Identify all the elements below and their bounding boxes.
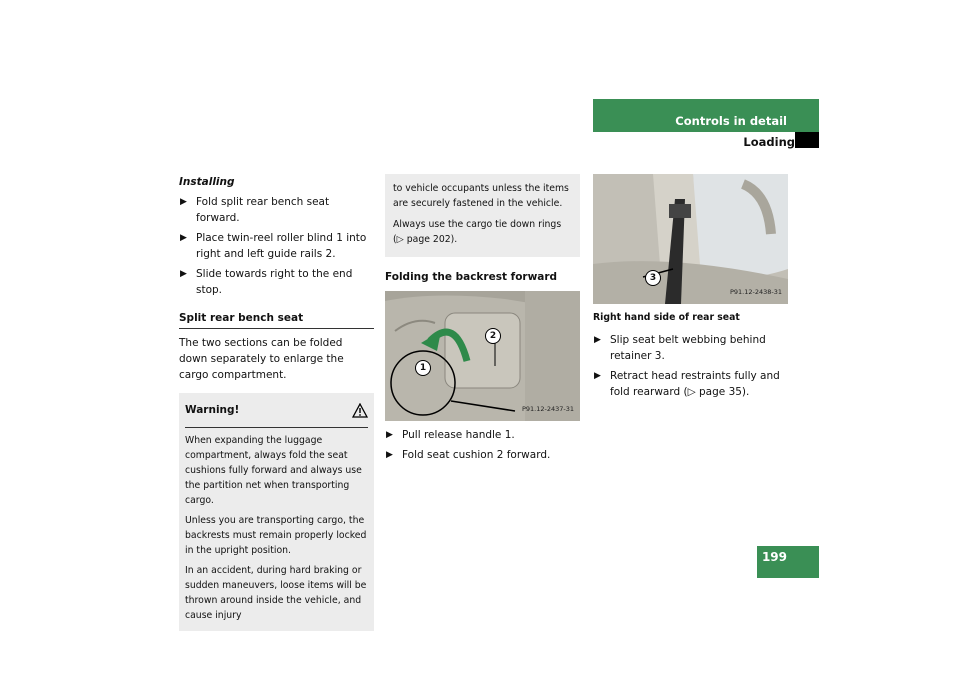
column-1 [179,174,374,631]
arrow-icon: ▶ [594,371,601,381]
step-item [385,427,580,443]
folding-heading: Folding the backrest forward [385,271,558,283]
chapter-title: Controls in detail [675,114,787,128]
step-item [593,332,793,364]
warning-paragraph: Always use the cargo tie down rings (▷ page 202). [393,219,562,245]
warning-paragraph: In an accident, during hard braking or sudden maneuvers, loose items will be thrown around inside the vehicle, and cause injury [185,565,367,621]
column-2 [385,174,580,467]
column-3 [593,174,793,404]
step-text: Fold split rear bench seat forward. [196,196,330,224]
step-text: Slip seat belt webbing behind retainer 3. [610,334,766,362]
step-item [179,230,374,262]
step-item [385,447,580,463]
step-text: Retract head restraints fully and fold rearward (▷ page 35). [610,370,780,398]
warning-paragraph: When expanding the luggage compartment, always fold the seat cushions fully forward and always use the partition net when transporting cargo. [185,435,362,506]
arrow-icon: ▶ [180,233,187,243]
figure-code: P91.12-2438-31 [729,288,782,296]
seatbelt-figure [593,174,788,304]
backrest-figure [385,291,580,421]
installing-heading: Installing [179,176,235,188]
callout-3: 3 [645,270,661,286]
callout-1: 1 [415,360,431,376]
step-item [593,368,793,400]
step-item [179,266,374,298]
warning-paragraph: to vehicle occupants unless the items are securely fastened in the vehicle. [393,183,569,209]
warning-triangle-icon [352,403,368,418]
section-title: Loading [743,135,795,149]
step-text: Place twin-reel roller blind 1 into right and left guide rails 2. [196,232,367,260]
page-number-box [757,546,819,578]
header-bar [593,99,819,132]
page-number: 199 [761,550,787,564]
arrow-icon: ▶ [386,450,393,460]
step-item [179,194,374,226]
header-tab-marker [795,132,819,148]
split-bench-text: The two sections can be folded down separately to enlarge the cargo compartment. [179,337,344,381]
figure-code: P91.12-2437-31 [521,405,574,413]
step-text: Pull release handle 1. [402,429,515,441]
warning-title: Warning! [185,404,240,416]
step-text: Fold seat cushion 2 forward. [402,449,551,461]
figure-caption: Right hand side of rear seat [593,312,740,323]
split-bench-heading: Split rear bench seat [179,310,374,329]
warning-continued-box [385,174,580,257]
arrow-icon: ▶ [594,335,601,345]
warning-box [179,393,374,631]
arrow-icon: ▶ [180,269,187,279]
callout-2: 2 [485,328,501,344]
arrow-icon: ▶ [180,197,187,207]
step-text: Slide towards right to the end stop. [196,268,353,296]
warning-header [185,393,368,428]
arrow-icon: ▶ [386,430,393,440]
warning-paragraph: Unless you are transporting cargo, the backrests must remain properly locked in the upright position. [185,515,367,556]
